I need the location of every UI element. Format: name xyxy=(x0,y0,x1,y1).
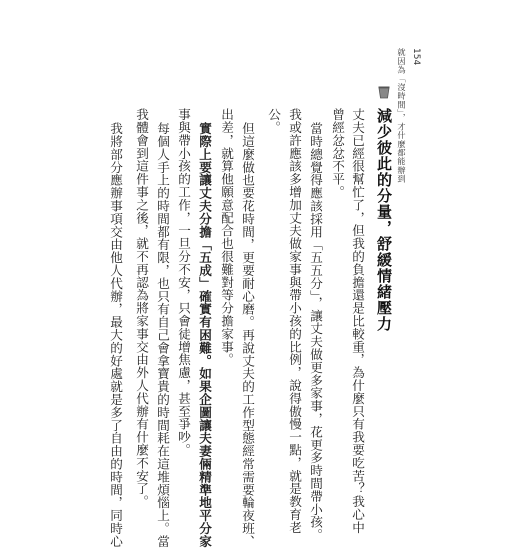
running-header: 就因為「沒時間」，才什麼都能辦到 xyxy=(397,48,407,184)
paragraph-line: 每個人手上的時間都有限，也只有自己會拿寶貴的時間耗在這堆煩惱上。當 xyxy=(155,122,170,548)
paragraph-line: 但這麼做也要花時間，更要耐心磨。再說丈夫的工作型態經常需要輪夜班、 xyxy=(240,122,255,548)
paragraph-line: 出差，就算他願意配合也很難對等分擔家事。 xyxy=(219,108,234,366)
paragraph-line: 曾經忿忿不平。 xyxy=(330,108,345,199)
paragraph-line: 當時總覺得應該採用「五五分」，讓丈夫做更多家事，花更多時間帶小孩。 xyxy=(308,122,323,542)
paragraph-line: 公。 xyxy=(266,108,281,134)
paragraph-line: 我將部分應辦事項交由他人代辦，最大的好處就是多了自由的時間，同時心 xyxy=(108,122,123,548)
paragraph-line: 事與帶小孩的工作，一旦分不安，只會徒增焦慮，甚至爭吵。 xyxy=(176,108,191,457)
section-title: 減少彼此的分量，舒緩情緒壓力 xyxy=(375,108,393,332)
page-number: 154 xyxy=(411,48,421,66)
paragraph-line: 我或許應該多增加丈夫做家事與帶小孩的比例，說得傲慢一點，就是教育老 xyxy=(287,108,302,534)
cup-icon xyxy=(376,84,392,100)
paragraph-line: 我體會到這件事之後，就不再認為將家事交由外人代辦有什麼不安了。 xyxy=(134,108,149,508)
paragraph-line: 丈夫已經很幫忙了，但我的負擔還是比較重，為什麼只有我要吃苦？我心中 xyxy=(350,108,365,534)
paragraph-line-bold: 實際上要讓丈夫分擔「五成」確實有困難。如果企圖讓夫妻倆精準地平分家 xyxy=(197,122,212,548)
